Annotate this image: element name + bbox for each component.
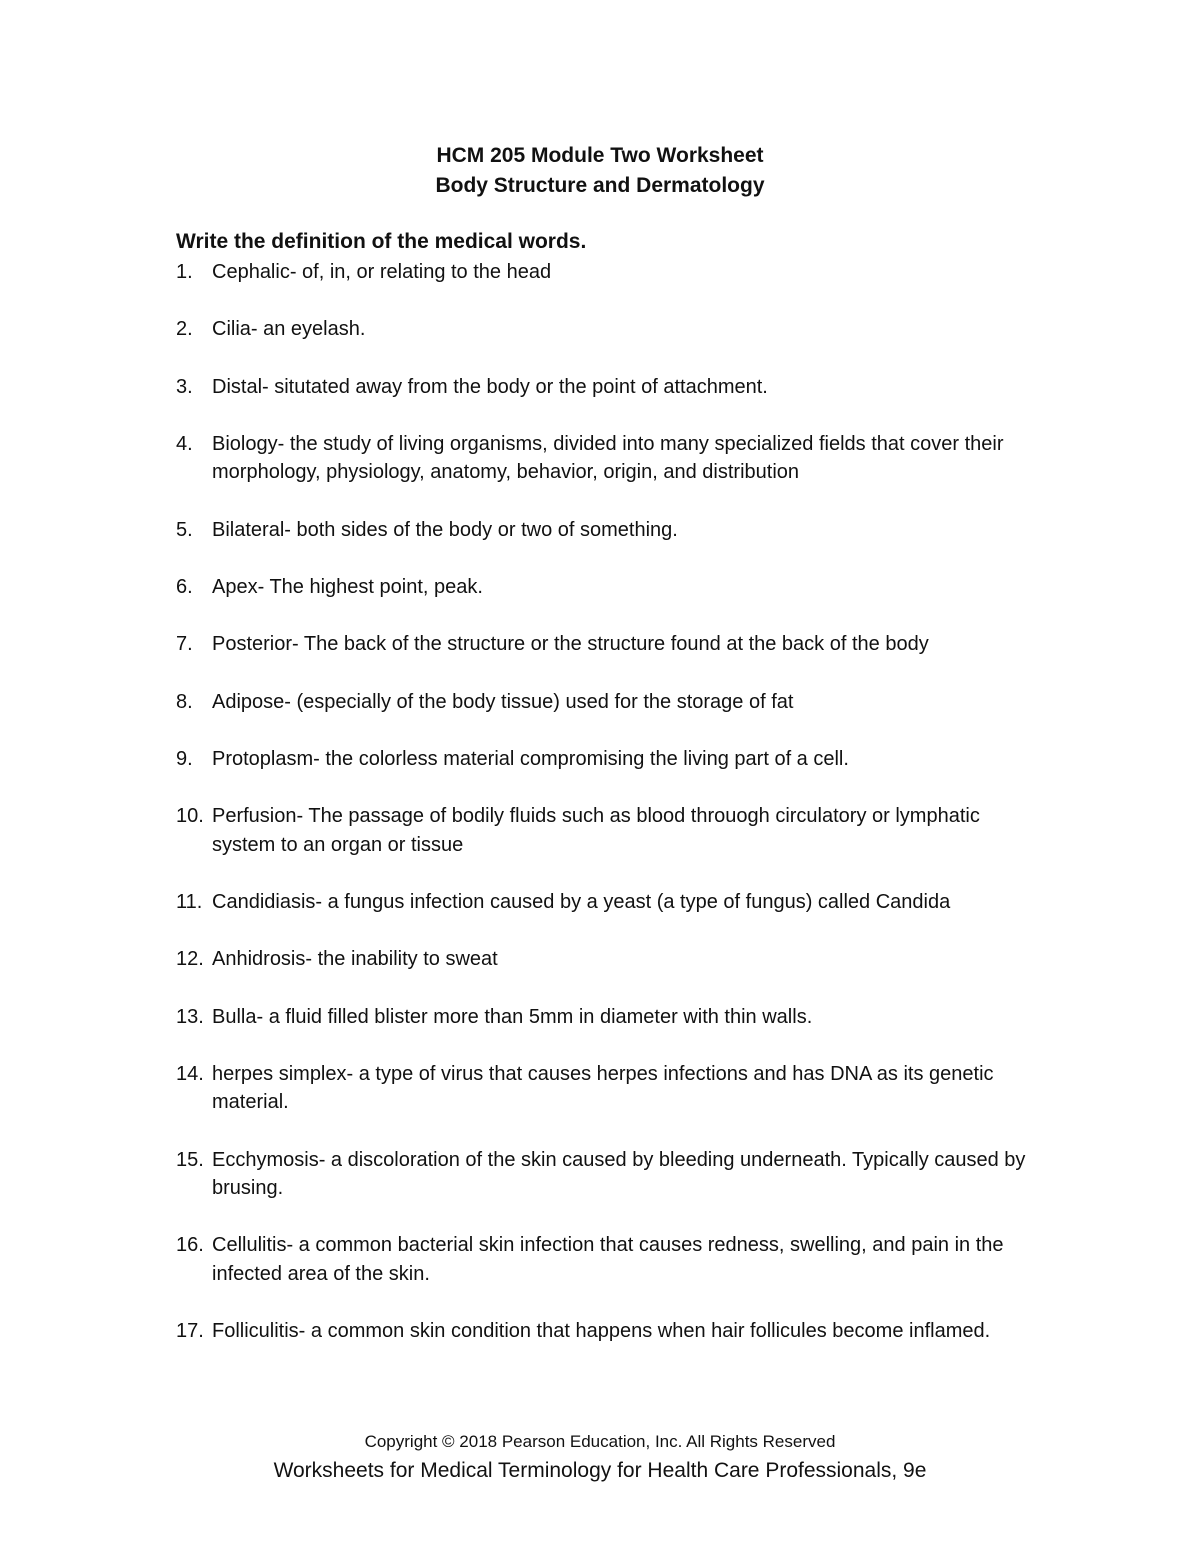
list-item xyxy=(176,315,1046,344)
instructions-heading: Write the definition of the medical words. xyxy=(176,230,587,253)
item-number: 2. xyxy=(176,318,193,341)
item-number: 13. xyxy=(176,1005,204,1028)
item-text: Biology- the study of living organisms, divided into many specialized fields that cover their morphology, physiology, anatomy, behavior, origin, and distribution xyxy=(212,432,1004,484)
list-item xyxy=(176,1146,1046,1203)
list-item xyxy=(176,573,1046,602)
item-text: Bilateral- both sides of the body or two of something. xyxy=(212,518,678,541)
item-text: Ecchymosis- a discoloration of the skin caused by bleeding underneath. Typically caused by brusing. xyxy=(212,1148,1026,1200)
item-text: Anhidrosis- the inability to sweat xyxy=(212,948,498,971)
copyright-notice: Copyright © 2018 Pearson Education, Inc. All Rights Reserved xyxy=(364,1432,836,1451)
item-number: 12. xyxy=(176,948,204,971)
item-number: 8. xyxy=(176,690,193,713)
list-item xyxy=(176,802,1046,859)
item-text: Bulla- a fluid filled blister more than 5mm in diameter with thin walls. xyxy=(212,1005,813,1028)
list-item xyxy=(176,258,1046,287)
item-number: 9. xyxy=(176,747,193,770)
item-text: Cephalic- of, in, or relating to the head xyxy=(212,261,552,283)
list-item xyxy=(176,1231,1046,1288)
book-title: Worksheets for Medical Terminology for Health Care Professionals, 9e xyxy=(273,1459,927,1482)
list-item xyxy=(176,630,1046,659)
item-number: 11. xyxy=(176,890,203,913)
item-number: 17. xyxy=(176,1320,204,1343)
list-item xyxy=(176,430,1046,487)
item-text: Posterior- The back of the structure or the structure found at the back of the body xyxy=(212,633,929,656)
item-text: Folliculitis- a common skin condition that happens when hair follicules become inflamed. xyxy=(212,1320,991,1343)
list-item xyxy=(176,373,1046,402)
page-title: HCM 205 Module Two Worksheet xyxy=(436,144,764,167)
item-number: 16. xyxy=(176,1234,204,1257)
item-number: 7. xyxy=(176,633,193,656)
item-text: Protoplasm- the colorless material compromising the living part of a cell. xyxy=(212,747,849,770)
item-number: 5. xyxy=(176,518,193,541)
list-item xyxy=(176,1317,1046,1346)
page-footer xyxy=(0,1428,1200,1486)
item-text: Distal- situtated away from the body or the point of attachment. xyxy=(212,375,768,398)
item-number: 14. xyxy=(176,1062,204,1085)
list-item xyxy=(176,945,1046,974)
item-text: Apex- The highest point, peak. xyxy=(212,575,483,598)
list-item xyxy=(176,688,1046,717)
item-text: Adipose- (especially of the body tissue) used for the storage of fat xyxy=(212,690,794,713)
list-item xyxy=(176,888,1046,917)
item-number: 3. xyxy=(176,375,193,398)
item-number: 1. xyxy=(176,261,193,283)
list-item xyxy=(176,516,1046,545)
item-text: herpes simplex- a type of virus that causes herpes infections and has DNA as its genetic material. xyxy=(212,1062,994,1114)
item-text: Cellulitis- a common bacterial skin infection that causes redness, swelling, and pain in the infected area of the skin. xyxy=(212,1234,1004,1285)
item-number: 6. xyxy=(176,575,193,598)
page-subtitle: Body Structure and Dermatology xyxy=(435,174,765,197)
item-number: 15. xyxy=(176,1148,204,1171)
list-item xyxy=(176,745,1046,774)
item-text: Cilia- an eyelash. xyxy=(212,318,366,341)
definitions-list xyxy=(176,258,1046,1375)
list-item xyxy=(176,1060,1046,1117)
item-text: Candidiasis- a fungus infection caused by a yeast (a type of fungus) called Candida xyxy=(212,890,951,913)
item-number: 10. xyxy=(176,805,204,828)
title-block xyxy=(0,141,1200,201)
item-number: 4. xyxy=(176,432,193,455)
item-text: Perfusion- The passage of bodily fluids such as blood throuogh circulatory or lymphatic system to an organ or tissue xyxy=(212,805,980,856)
list-item xyxy=(176,1003,1046,1032)
